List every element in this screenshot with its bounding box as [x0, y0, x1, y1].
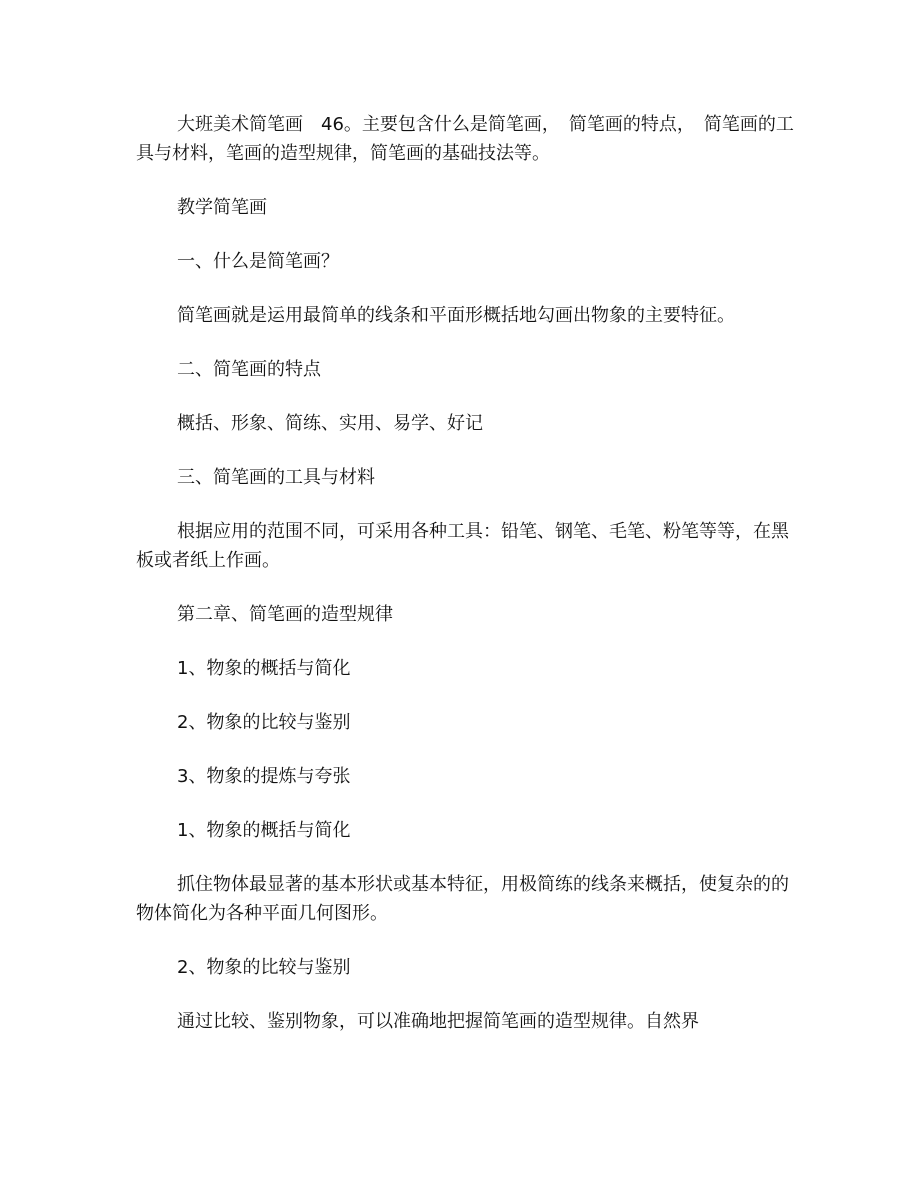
simplify-paragraph: 抓住物体最显著的基本形状或基本特征，用极简练的线条来概括，使复杂的的物体简化为各种平面几何图形。	[136, 874, 789, 924]
rule-item-3: 3、物象的提炼与夸张	[177, 766, 351, 787]
features-list: 概括、形象、简练、实用、易学、好记	[177, 413, 483, 434]
chapter-two-heading: 第二章、简笔画的造型规律	[177, 604, 393, 625]
rule-item-1: 1、物象的概括与简化	[177, 658, 351, 679]
heading-tools: 三、简笔画的工具与材料	[177, 467, 375, 488]
document-body	[136, 110, 796, 1036]
subheading-simplify: 1、物象的概括与简化	[177, 820, 351, 841]
heading-features: 二、简笔画的特点	[177, 359, 321, 380]
intro-paragraph: 大班美术简笔画 46。主要包含什么是简笔画， 简笔画的特点， 简笔画的工具与材料，笔画的造型规律，简笔画的基础技法等。	[136, 114, 794, 164]
definition-paragraph: 简笔画就是运用最简单的线条和平面形概括地勾画出物象的主要特征。	[177, 305, 735, 326]
subheading-compare: 2、物象的比较与鉴别	[177, 957, 351, 978]
compare-paragraph: 通过比较、鉴别物象，可以准确地把握简笔画的造型规律。自然界	[177, 1011, 699, 1032]
heading-what-is: 一、什么是简笔画？	[177, 251, 339, 272]
tools-paragraph: 根据应用的范围不同，可采用各种工具：铅笔、钢笔、毛笔、粉笔等等，在黑板或者纸上作画。	[136, 521, 789, 571]
rule-item-2: 2、物象的比较与鉴别	[177, 712, 351, 733]
section-title: 教学简笔画	[177, 197, 267, 218]
